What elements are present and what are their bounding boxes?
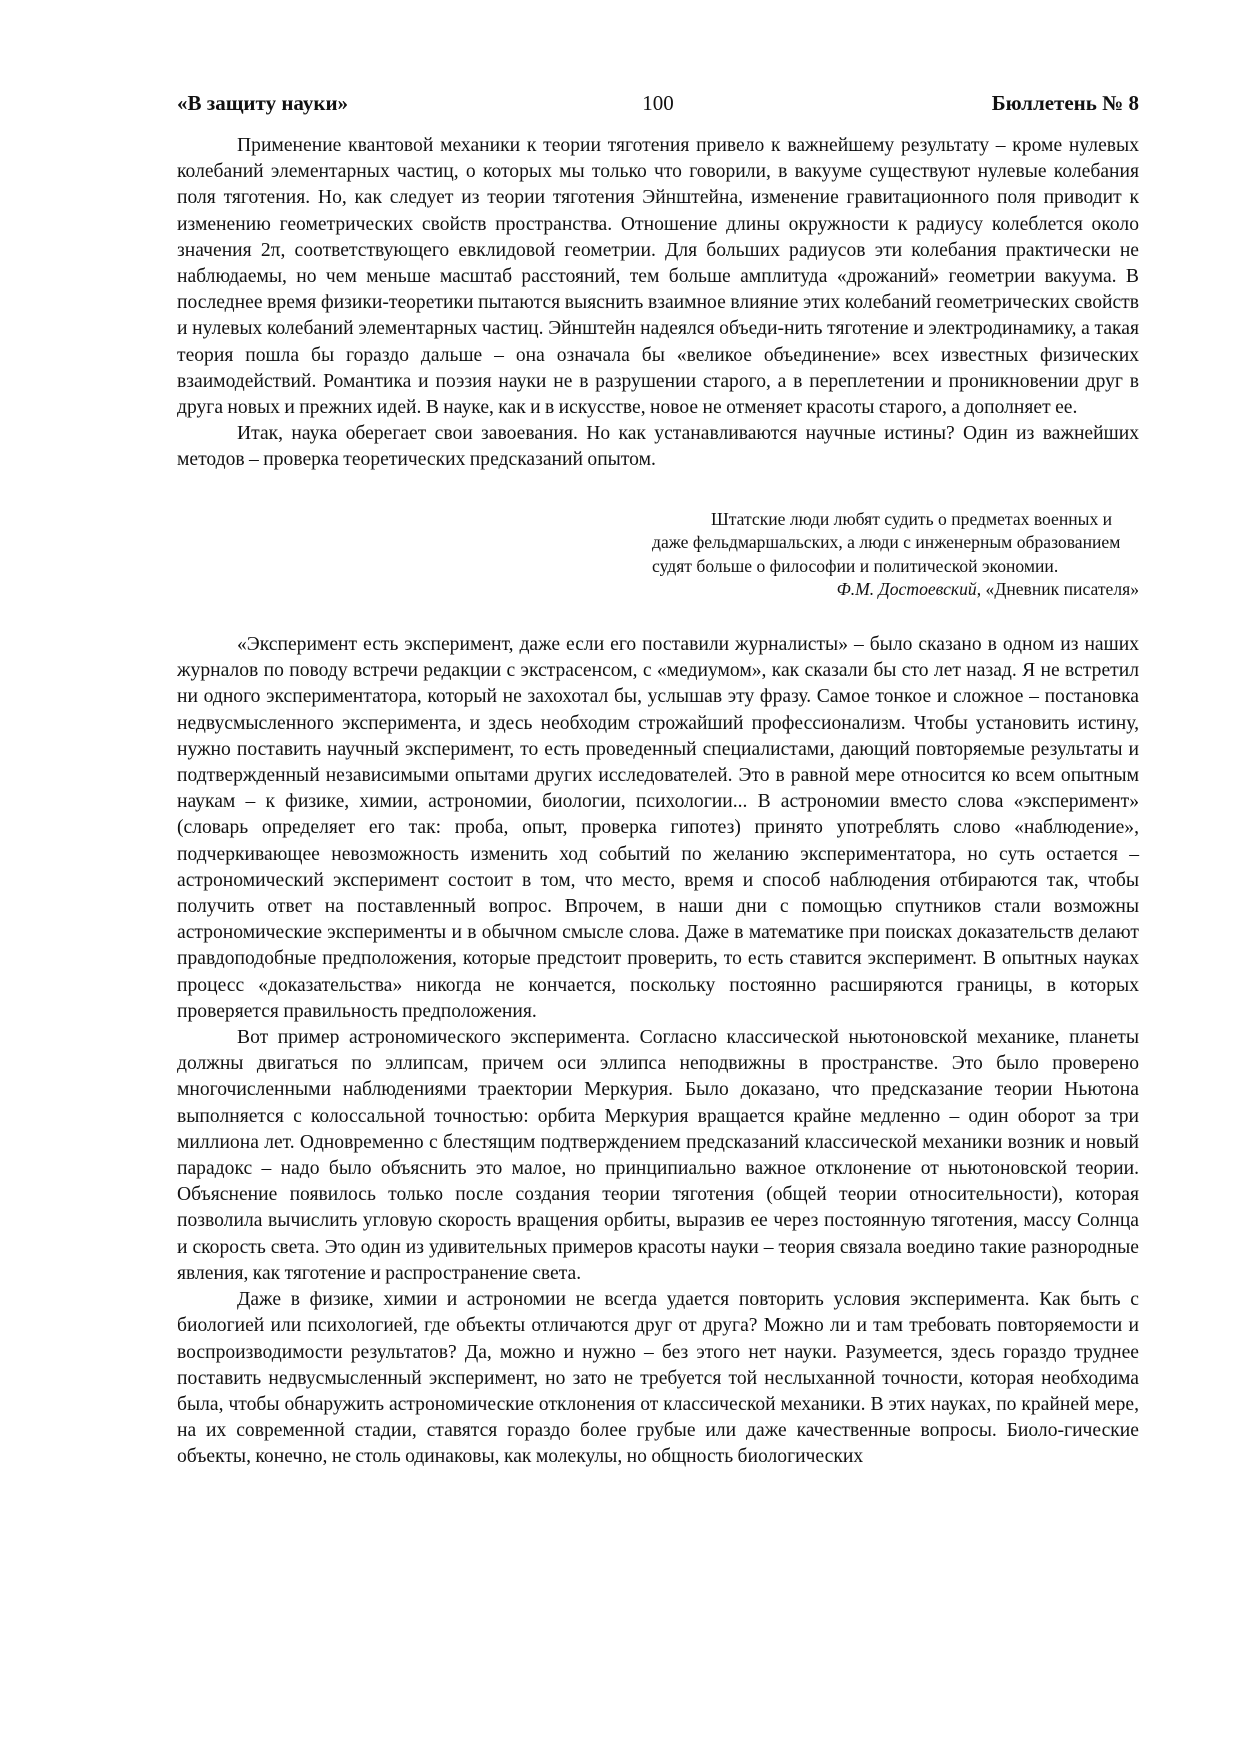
main-text (177, 133, 1139, 1471)
paragraph: Итак, наука оберегает свои завоевания. Но как устанавливаются научные истины? Один из важнейших методов – проверка теоретических предсказаний опытом. (177, 423, 1139, 471)
epigraph-text: Штатские люди любят судить о предметах военных и даже фельдмаршальских, а люди с инженерным образованием судят больше о философии и политической экономии. (652, 508, 1121, 576)
epigraph-source: , «Дневник писателя» (976, 579, 1139, 600)
document-page (177, 90, 1139, 1471)
epigraph-attribution (652, 578, 1139, 602)
paragraph: Даже в физике, химии и астрономии не всегда удается повторить условия эксперимента. Как быть с биологией или психологией, где объекты отличаются друг от друга? Можно ли и там требовать повторяемости и воспроизводимости результатов? Да, можно и нужно – без этого нет науки. Разумеется, здесь гораздо труднее поставить недвусмысленный эксперимент, но зато не требуется той неслыханной точности, которая необходима была, чтобы обнаружить астрономические отклонения от классической механики. В этих науках, по крайней мере, на их современной стадии, ставятся гораздо более грубые или даже качественные вопросы. Биоло-гические объекты, конечно, не столь одинаковы, как молекулы, но общность биологических (177, 1289, 1139, 1468)
header-journal-title: «В защиту науки» (177, 91, 349, 115)
header-bulletin-number: Бюллетень № 8 (991, 91, 1139, 115)
epigraph (652, 508, 1139, 602)
paragraph: Применение квантовой механики к теории тяготения привело к важнейшему результату – кроме нулевых колебаний элементарных частиц, о которых мы только что говорили, в вакууме существуют нулевые колебания поля тяготения. Но, как следует из теории тяготения Эйнштейна, изменение гравитационного поля приводит к изменению геометрических свойств пространства. Отношение длины окружности к радиусу колеблется около значения 2π, соответствующего евклидовой геометрии. Для больших радиусов эти колебания практически не наблюдаемы, но чем меньше масштаб расстояний, тем больше амплитуда «дрожаний» геометрии вакуума. В последнее время физики-теоретики пытаются выяснить взаимное влияние этих колебаний геометрических свойств и нулевых колебаний элементарных частиц. Эйнштейн надеялся объеди-нить тяготение и электродинамику, а такая теория пошла бы гораздо дальше – она означала бы «великое объединение» всех известных физических взаимодействий. Романтика и поэзия науки не в разрушении старого, а в переплетении и проникновении друг в друга новых и прежних идей. В науке, как и в искусстве, новое не отменяет красоты старого, а дополняет ее. (177, 135, 1139, 419)
spacer (177, 602, 1139, 632)
paragraph: Вот пример астрономического эксперимента. Согласно классической ньютоновской механике, планеты должны двигаться по эллипсам, причем оси эллипса неподвижны в пространстве. Это было проверено многочисленными наблюдениями траектории Меркурия. Было доказано, что предсказание теории Ньютона выполняется с колоссальной точностью: орбита Меркурия вращается крайне медленно – один оборот за три миллиона лет. Одновременно с блестящим подтверждением предсказаний классической механики возник и новый парадокс – надо было объяснить это малое, но принципиально важное отклонение от ньютоновской теории. Объяснение появилось только после создания теории тяготения (общей теории относительности), которая позволила вычислить угловую скорость вращения орбиты, выразив ее через постоянную тяготения, массу Солнца и скорость света. Это один из удивительных примеров красоты науки – теория связала воедино такие разнородные явления, как тяготение и распространение света. (177, 1027, 1139, 1284)
paragraph: «Эксперимент есть эксперимент, даже если его поставили журналисты» – было сказано в одном из наших журналов по поводу встречи редакции с экстрасенсом, с «медиумом», как сказали бы сто лет назад. Я не встретил ни одного экспериментатора, который не захохотал бы, услышав эту фразу. Самое тонкое и сложное – постановка недвусмысленного эксперимента, и здесь необходим строжайший профессионализм. Чтобы установить истину, нужно поставить научный эксперимент, то есть проведенный специалистами, дающий повторяемые результаты и подтвержденный независимыми опытами других исследователей. Это в равной мере относится ко всем опытным наукам – к физике, химии, астрономии, биологии, психологии... В астрономии вместо слова «эксперимент» (словарь определяет его так: проба, опыт, проверка гипотез) принято употреблять слово «наблюдение», подчеркивающее невозможность изменить ход событий по желанию экспериментатора, но суть остается – астрономический эксперимент состоит в том, что место, время и способ наблюдения отбираются так, чтобы получить ответ на поставленный вопрос. Впрочем, в наши дни с помощью спутников стали возможны астрономические эксперименты и в обычном смысле слова. Даже в математике при поисках доказательств делают правдоподобные предположения, которые предстоит проверить, то есть ставится эксперимент. В опытных науках процесс «доказательства» никогда не кончается, поскольку постоянно расширяются границы, в которых проверяется правильность предположения. (177, 634, 1139, 1022)
page-number: 100 (642, 91, 674, 115)
epigraph-author: Ф.М. Достоевский (836, 579, 977, 600)
running-header (177, 90, 1139, 120)
